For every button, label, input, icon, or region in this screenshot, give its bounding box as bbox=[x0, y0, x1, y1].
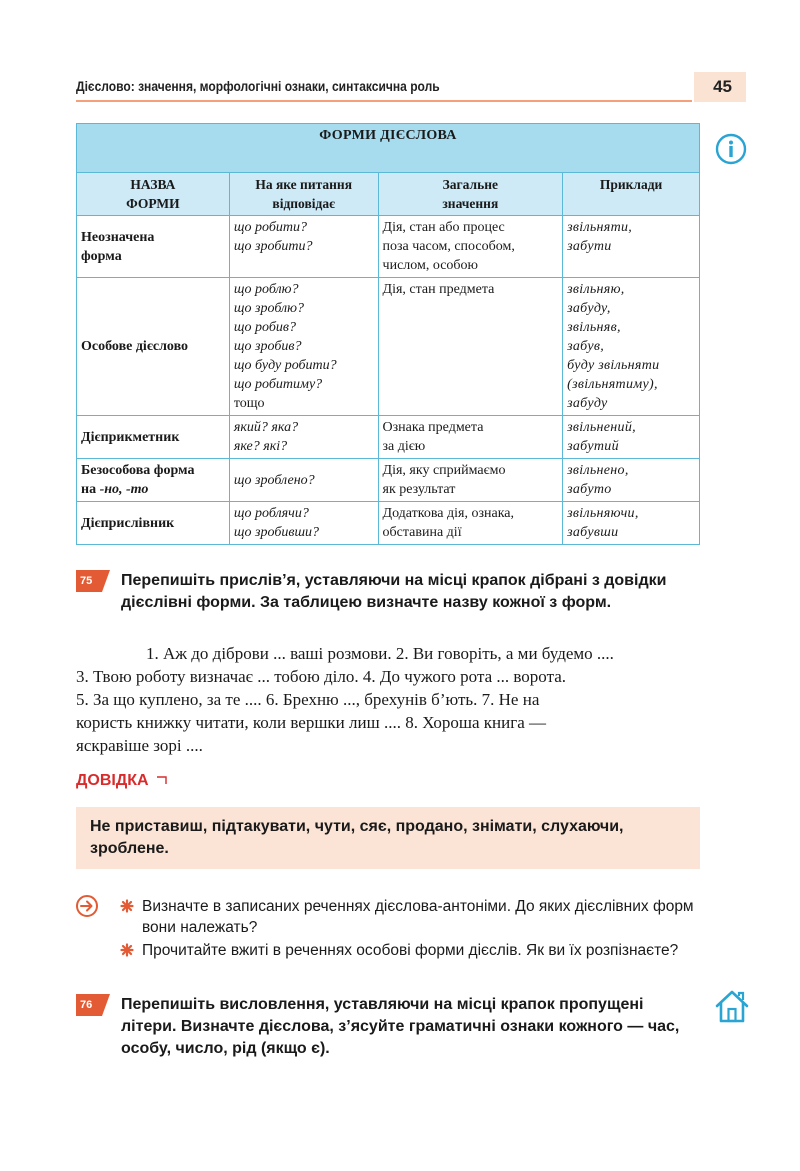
form-meaning: Ознака предмета за дією bbox=[378, 416, 563, 459]
reference-heading: ДОВІДКА bbox=[76, 772, 168, 790]
proverbs-line: користь книжку читати, коли вершки лиш .... 8. Хороша книга — bbox=[76, 713, 547, 732]
form-name: Неозначена форма bbox=[77, 216, 230, 278]
form-question: що зроблено? bbox=[229, 459, 378, 502]
table-row bbox=[77, 216, 700, 278]
proverbs-line: 1. Аж до діброви ... ваші розмови. 2. Ви говоріть, а ми будемо .... bbox=[146, 644, 614, 663]
form-examples: звільнений, забутий bbox=[563, 416, 700, 459]
header-title: Дієслово: значення, морфологічні ознаки, синтаксична роль bbox=[76, 78, 440, 94]
table-title: ФОРМИ ДІЄСЛОВА bbox=[77, 124, 700, 173]
proverbs-line: 5. За що куплено, за те .... 6. Брехню ..., брехунів б’ють. 7. Не на bbox=[76, 690, 540, 709]
table-row bbox=[77, 502, 700, 545]
page-number-tab bbox=[694, 72, 746, 102]
form-question: що роблю? що зроблю? що робив? що зробив? що буду робити? що робитиму? тощо bbox=[229, 278, 378, 416]
col-header-examples: Приклади bbox=[563, 173, 700, 216]
form-name: Особове дієслово bbox=[77, 278, 230, 416]
form-question: що робити? що зробити? bbox=[229, 216, 378, 278]
col-header-name: НАЗВА ФОРМИ bbox=[77, 173, 230, 216]
form-name: Безособова форма на -но, -то bbox=[77, 459, 230, 502]
table-row bbox=[77, 278, 700, 416]
form-meaning: Дія, стан предмета bbox=[378, 278, 563, 416]
table-row bbox=[77, 416, 700, 459]
task-instruction: Перепишіть висловлення, уставляючи на місці крапок пропущені літери. Визначте дієслова, з’ясуйте граматичні ознаки кожного — час, особу, число, рід (якщо є). bbox=[121, 996, 680, 1057]
form-examples: звільняти, забути bbox=[563, 216, 700, 278]
list-item: Визначте в записаних реченнях дієслова-антоніми. До яких дієслівних форм вони належать? bbox=[120, 896, 700, 938]
task-instruction: Перепишіть прислів’я, уставляючи на місці крапок дібрані з довідки дієслівні форми. За таблицею визначте назву кожної з форм. bbox=[121, 572, 667, 611]
col-header-meaning: Загальне значення bbox=[378, 173, 563, 216]
asterisk-bullet-icon bbox=[120, 943, 134, 957]
form-examples: звільнено, забуто bbox=[563, 459, 700, 502]
home-icon[interactable] bbox=[713, 987, 751, 1025]
proverbs-line: яскравіше зорі .... bbox=[76, 736, 203, 755]
list-item: Прочитайте вжиті в реченнях особові форми дієслів. Як ви їх розпізнаєте? bbox=[120, 940, 700, 961]
form-name: Дієприслівник bbox=[77, 502, 230, 545]
task-number-badge: 75 bbox=[76, 570, 102, 592]
page-number: 45 bbox=[713, 77, 732, 96]
verb-forms-table bbox=[76, 123, 700, 545]
form-meaning: Дія, стан або процес поза часом, способом, числом, особою bbox=[378, 216, 563, 278]
table-row bbox=[77, 459, 700, 502]
form-name: Дієприкметник bbox=[77, 416, 230, 459]
arrow-right-icon bbox=[76, 895, 98, 917]
info-icon[interactable] bbox=[715, 133, 747, 165]
form-examples: звільняю, забуду, звільняв, забув, буду звільняти (звільнятиму), забуду bbox=[563, 278, 700, 416]
page-header bbox=[76, 72, 746, 102]
form-question: який? яка? яке? які? bbox=[229, 416, 378, 459]
header-divider bbox=[76, 100, 692, 102]
proverbs-line: 3. Твою роботу визначає ... тобою діло. 4. До чужого рота ... ворота. bbox=[76, 667, 567, 686]
col-header-question: На яке питання відповідає bbox=[229, 173, 378, 216]
reference-words: Не приставиш, підтакувати, чути, сяє, продано, знімати, слухаючи, зроблене. bbox=[90, 818, 624, 857]
corner-mark-icon bbox=[156, 774, 168, 786]
form-question: що роблячи? що зробивши? bbox=[229, 502, 378, 545]
task-number-badge: 76 bbox=[76, 994, 102, 1016]
form-meaning: Додаткова дія, ознака, обставина дії bbox=[378, 502, 563, 545]
form-meaning: Дія, яку сприймаємо як результат bbox=[378, 459, 563, 502]
form-examples: звільняючи, забувши bbox=[563, 502, 700, 545]
reference-box bbox=[76, 807, 700, 869]
asterisk-bullet-icon bbox=[120, 899, 134, 913]
